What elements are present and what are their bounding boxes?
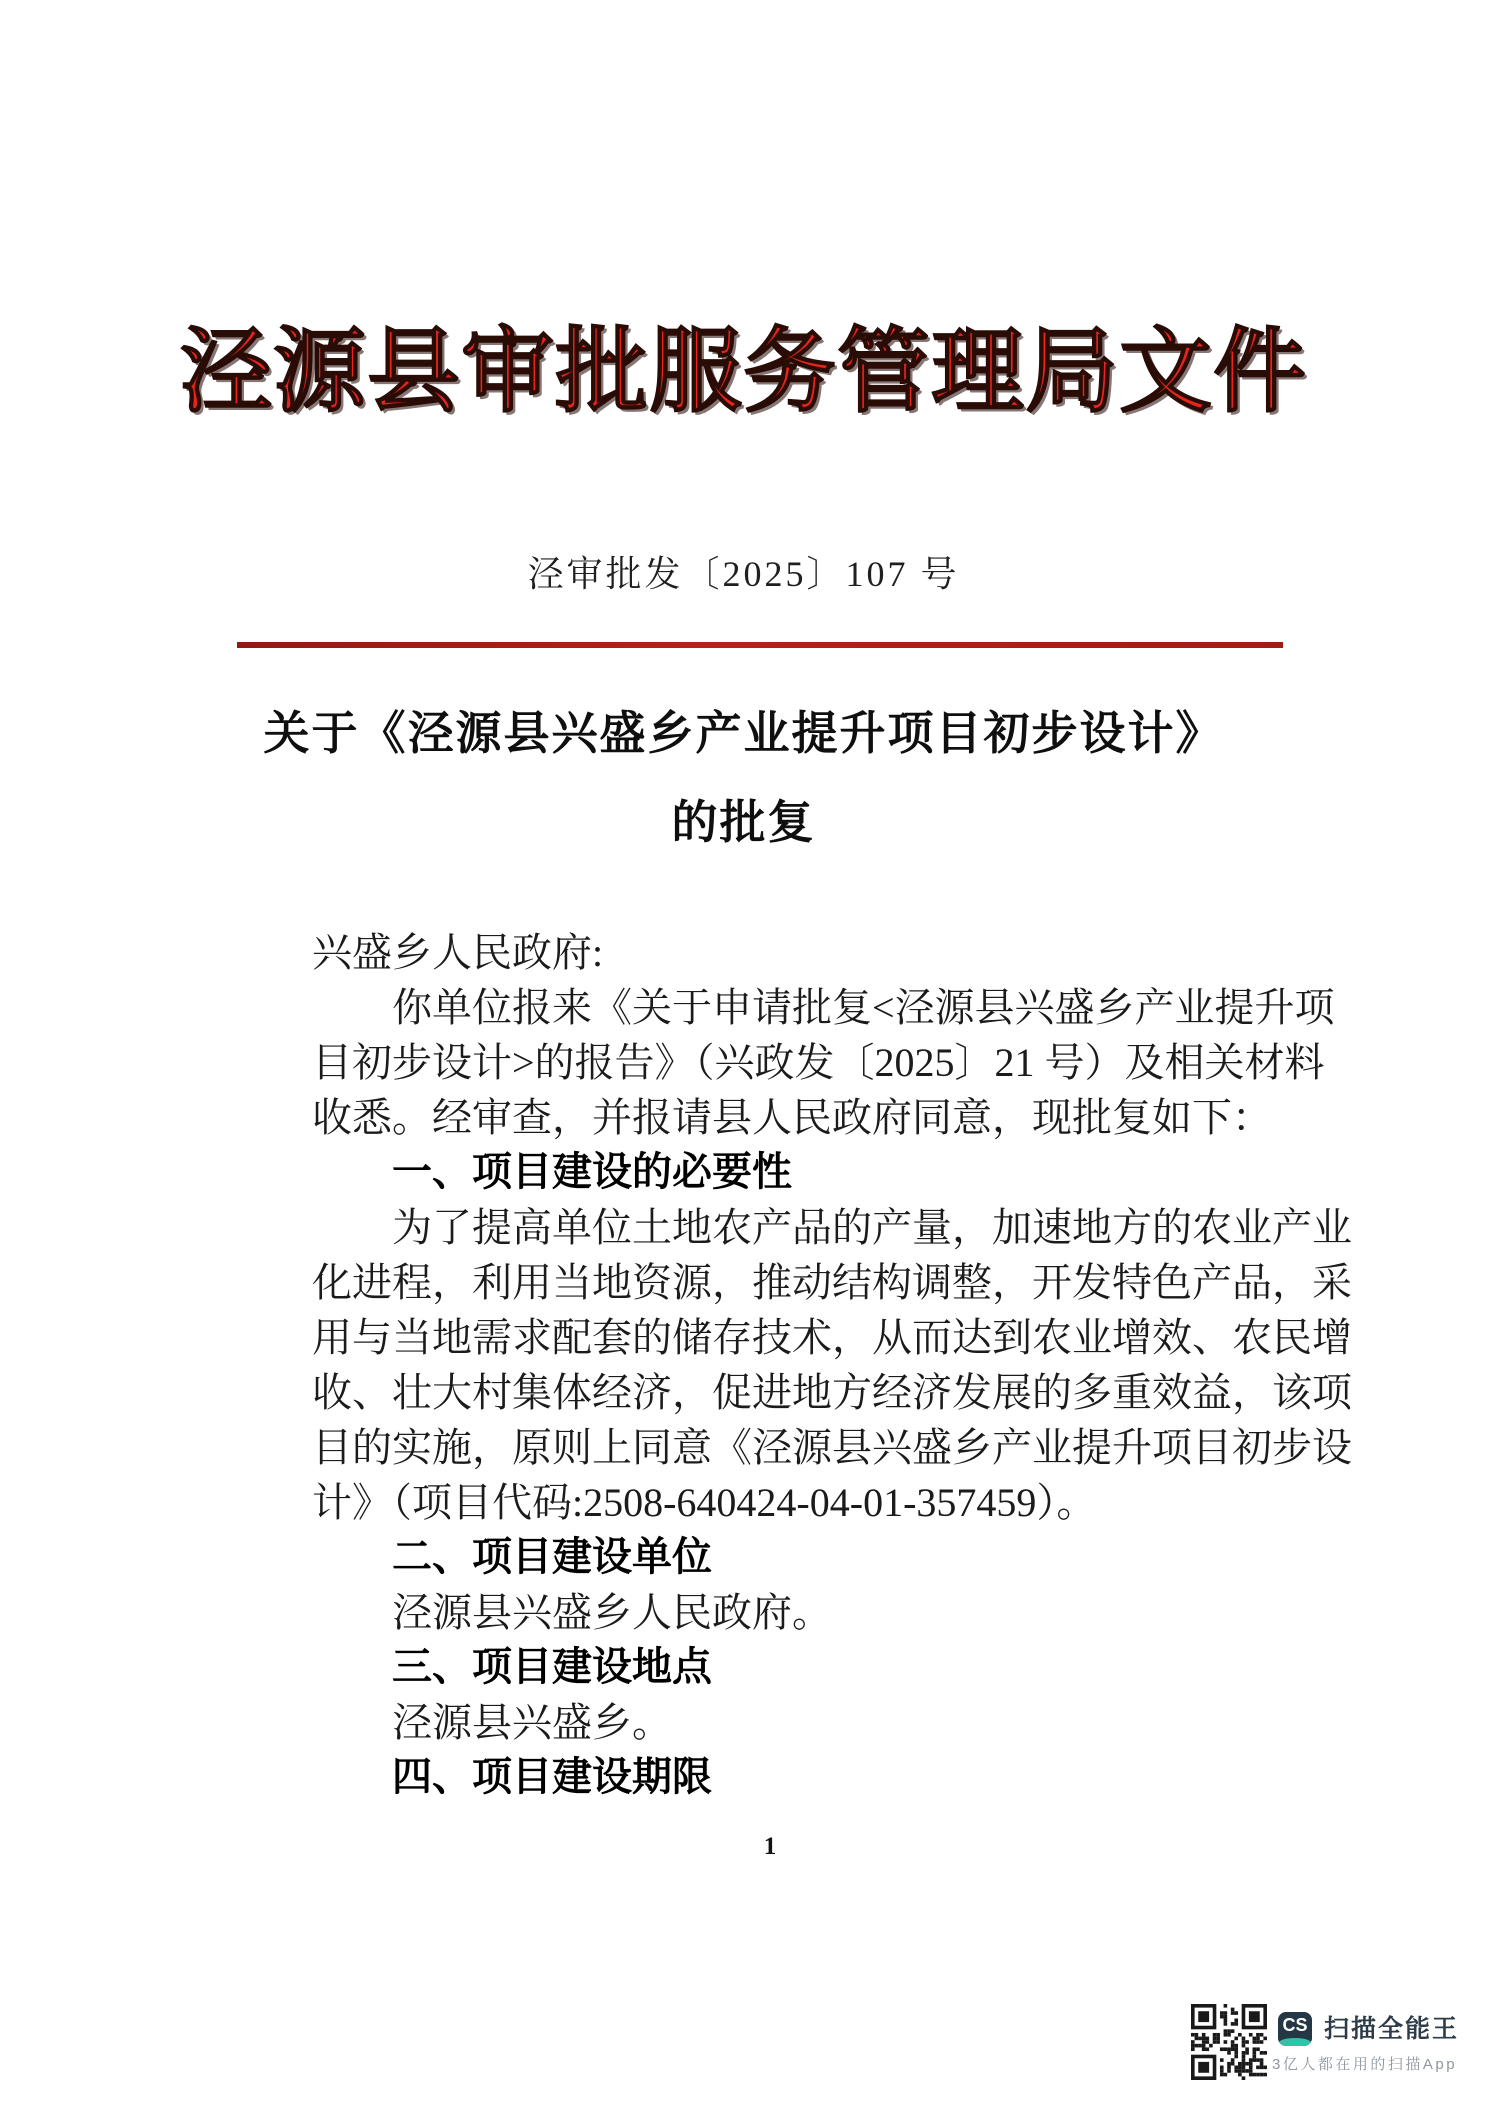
body-line: 收悉。经审查，并报请县人民政府同意，现批复如下： — [312, 1095, 1272, 1140]
section-heading: 三、项目建设地点 — [392, 1645, 712, 1689]
body-line: 目的实施，原则上同意《泾源县兴盛乡产业提升项目初步设 — [312, 1425, 1352, 1470]
document-header-title: 泾源县审批服务管理局文件 — [179, 321, 1308, 423]
body-lines — [312, 925, 1352, 1805]
body-line: 计》（项目代码:2508-640424-04-01-357459）。 — [312, 1480, 1097, 1525]
body-line: 化进程，利用当地资源，推动结构调整，开发特色产品，采 — [312, 1260, 1352, 1305]
body-line: 泾源县兴盛乡。 — [392, 1700, 672, 1745]
document-title-line1: 关于《泾源县兴盛乡产业提升项目初步设计》 — [263, 707, 1224, 759]
body-line: 目初步设计>的报告》（兴政发〔2025〕21 号）及相关材料 — [312, 1040, 1325, 1085]
section-heading: 四、项目建设期限 — [392, 1755, 712, 1799]
qr-code-icon — [1191, 2004, 1267, 2080]
section-heading: 二、项目建设单位 — [392, 1535, 712, 1579]
camscanner-logo-icon — [1278, 2012, 1312, 2046]
body-line: 兴盛乡人民政府: — [312, 930, 604, 975]
camscanner-tagline: 3亿人都在用的扫描App — [1272, 2056, 1458, 2073]
document-number: 泾审批发〔2025〕107 号 — [527, 554, 960, 594]
body-line: 用与当地需求配套的储存技术，从而达到农业增效、农民增 — [312, 1315, 1352, 1360]
section-heading: 一、项目建设的必要性 — [392, 1150, 792, 1194]
page-number: 1 — [763, 1833, 777, 1860]
body-line: 为了提高单位土地农产品的产量，加速地方的农业产业 — [392, 1205, 1352, 1250]
body-line: 泾源县兴盛乡人民政府。 — [392, 1590, 832, 1635]
body-line: 收、壮大村集体经济，促进地方经济发展的多重效益，该项 — [312, 1370, 1352, 1415]
body-line: 你单位报来《关于申请批复<泾源县兴盛乡产业提升项 — [392, 985, 1335, 1030]
document-title-line2: 的批复 — [671, 796, 816, 848]
camscanner-logo-accent — [1278, 2038, 1312, 2046]
header-divider-rule — [237, 642, 1283, 648]
camscanner-logo-text: CS — [1282, 2015, 1308, 2035]
document-body — [312, 925, 1352, 1805]
camscanner-brand-name: 扫描全能王 — [1324, 2015, 1460, 2043]
